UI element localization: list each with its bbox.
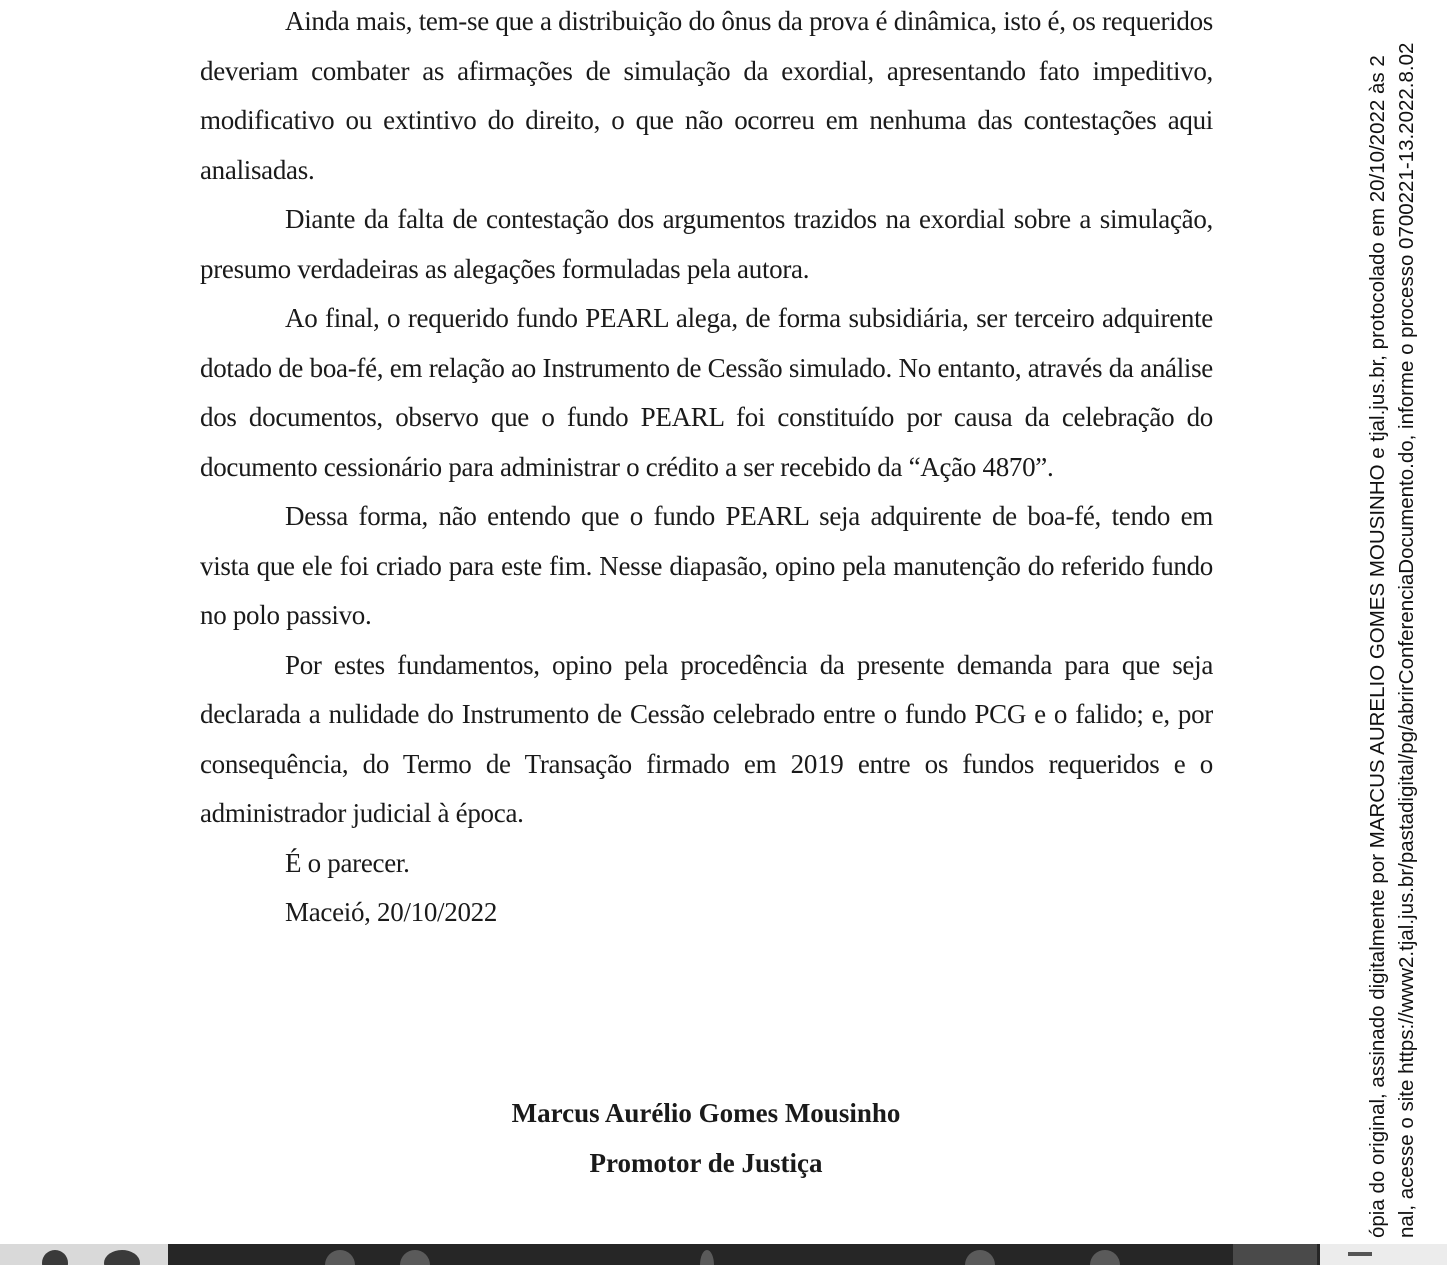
paragraph-pearl-fund-opinion: Dessa forma, não entendo que o fundo PEARL seja adquirente de boa-fé, tendo em vista que ele foi criado para este fim. Nesse diapasão, opino pela manutenção do referido fundo no polo passivo.: [200, 501, 1213, 630]
signature-name: Marcus Aurélio Gomes Mousinho: [511, 1098, 901, 1128]
menu-icon[interactable]: [1348, 1252, 1372, 1256]
paragraph-lack-of-contestation: Diante da falta de contestação dos argumentos trazidos na exordial sobre a simulação, presumo verdadeiras as alegações formuladas pela autora.: [200, 204, 1213, 284]
start-icon[interactable]: [42, 1250, 68, 1265]
system-tray[interactable]: [1320, 1244, 1447, 1265]
taskbar-app-icon[interactable]: [700, 1250, 714, 1265]
taskbar-app-icon[interactable]: [325, 1250, 355, 1265]
signature-title: Promotor de Justiça: [589, 1148, 823, 1178]
paragraph-pearl-fund-claim: Ao final, o requerido fundo PEARL alega, de forma subsidiária, ser terceiro adquirente dotado de boa-fé, em relação ao Instrumento de Cessão simulado. No entanto, através da análise dos documentos, observo que o fundo PEARL foi constituído por causa da celebração do documento cessionário para administrar o crédito a ser recebido da “Ação 4870”.: [200, 303, 1213, 482]
taskbar-active-app[interactable]: [1233, 1244, 1317, 1265]
taskbar-app-icon[interactable]: [1090, 1250, 1120, 1265]
stamp-line-verification: nal, acesse o site https://www2.tjal.jus.br/pastadigital/pg/abrirConferenciaDocumento.do, informe o processo 0700221-13.2022.8.02: [1395, 42, 1418, 1238]
taskbar: [0, 1244, 1447, 1265]
digital-signature-stamp: [1363, 0, 1447, 1244]
paragraph-conclusion: Por estes fundamentos, opino pela procedência da presente demanda para que seja declarada a nulidade do Instrumento de Cessão celebrado entre o fundo PCG e o falido; e, por consequência, do Termo de Transação firmado em 2019 entre os fundos requeridos e o administrador judicial à época.: [200, 649, 1213, 828]
stamp-line-signature: ópia do original, assinado digitalmente por MARCUS AURELIO GOMES MOUSINHO e tjal.jus.br, protocolado em 20/10/2022 às 2: [1366, 55, 1389, 1238]
place-and-date: Maceió, 20/10/2022: [285, 897, 498, 927]
paragraph-burden-of-proof: Ainda mais, tem-se que a distribuição do ônus da prova é dinâmica, isto é, os requeridos deveriam combater as afirmações de simulação da exordial, apresentando fato impeditivo, modificativo ou extintivo do direito, o que não ocorreu em nenhuma das contestações aqui analisadas.: [200, 6, 1213, 185]
page-right-edge: [1437, 0, 1447, 1244]
closing-statement: É o parecer.: [285, 847, 410, 878]
taskbar-app-icon[interactable]: [965, 1250, 995, 1265]
taskbar-start-area[interactable]: [0, 1244, 168, 1265]
search-icon[interactable]: [104, 1250, 140, 1265]
taskbar-app-icon[interactable]: [400, 1250, 430, 1265]
document-body: [200, 0, 1213, 938]
